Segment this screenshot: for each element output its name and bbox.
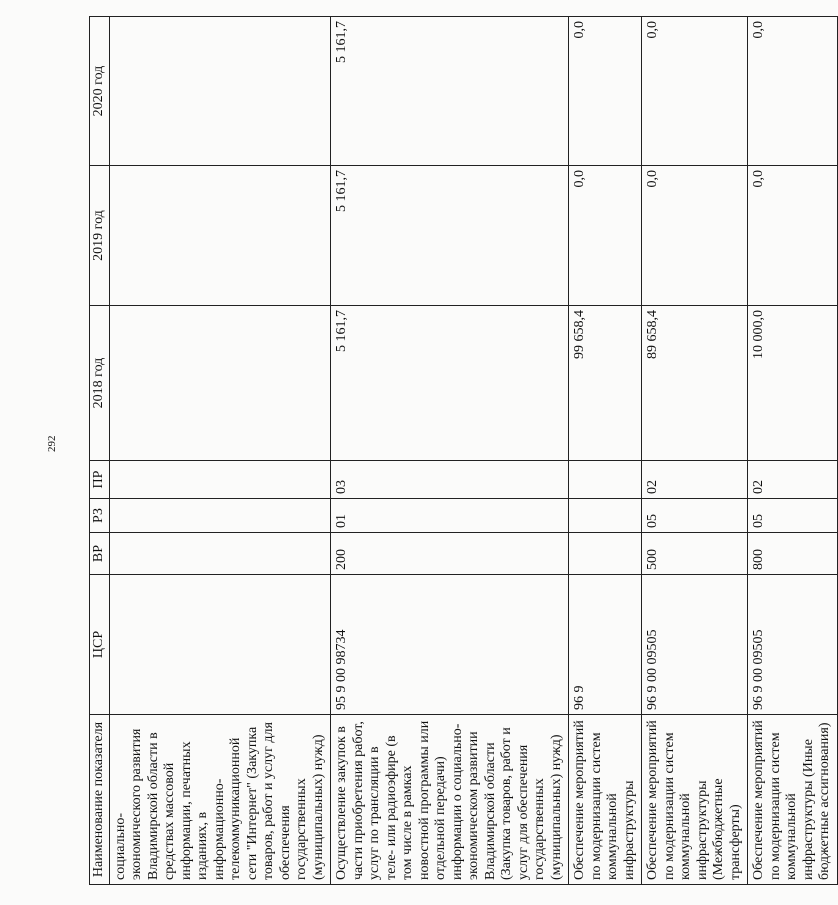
row-pr	[569, 461, 642, 499]
row-rz: 05	[748, 499, 838, 533]
row-rz	[569, 499, 642, 533]
table-header-row	[90, 17, 110, 885]
budget-table	[89, 16, 838, 885]
row-rz: 01	[331, 499, 569, 533]
row-csr: 96 9	[569, 575, 642, 715]
row-csr: 95 9 00 98734	[331, 575, 569, 715]
rotated-table-container	[89, 17, 832, 885]
row-2018: 99 658,4	[569, 306, 642, 461]
row-rz: 05	[642, 499, 748, 533]
table-row	[109, 17, 331, 885]
row-name: Обеспечение мероприятий по модернизации систем коммунальной инфраструктуры (Межбюджетные трансферты)	[642, 715, 748, 885]
row-2018: 89 658,4	[642, 306, 748, 461]
header-rz: РЗ	[90, 499, 110, 533]
row-2020: 0,0	[748, 17, 838, 166]
row-vr: 500	[642, 533, 748, 575]
header-2018: 2018 год	[90, 306, 110, 461]
header-name: Наименование показателя	[90, 715, 110, 885]
row-name: Осуществление закупок в части приобретения работ, услуг по трансляции в теле- или радиоэфире (в том числе в рамках новостной программы или отдельной передачи) информации о социально-экономическом развитии Владимирской области (Закупка товаров, работ и услуг для обеспечения государственных (муниципальных) нужд)	[331, 715, 569, 885]
page-number: 292	[46, 435, 58, 452]
row-csr: 96 9 00 09505	[748, 575, 838, 715]
header-csr: ЦСР	[90, 575, 110, 715]
header-vr: ВР	[90, 533, 110, 575]
header-pr: ПР	[90, 461, 110, 499]
row-2018: 5 161,7	[331, 306, 569, 461]
row-pr: 02	[642, 461, 748, 499]
table-row	[331, 17, 569, 885]
row-vr: 800	[748, 533, 838, 575]
row-2019: 5 161,7	[331, 166, 569, 306]
row-name: социально-экономического развития Владимирской области в средствах массовой информации, печатных изданиях, в информационно-телекоммуникационной сети "Интернет" (Закупка товаров, работ и услуг для обеспечения государственных (муниципальных) нужд)	[109, 715, 331, 885]
row-vr: 200	[331, 533, 569, 575]
row-2018: 10 000,0	[748, 306, 838, 461]
row-2018	[109, 306, 331, 461]
row-name: Обеспечение мероприятий по модернизации систем коммунальной инфраструктуры	[569, 715, 642, 885]
row-2019: 0,0	[748, 166, 838, 306]
row-pr: 03	[331, 461, 569, 499]
row-2019: 0,0	[569, 166, 642, 306]
row-2020: 0,0	[642, 17, 748, 166]
row-csr: 96 9 00 09505	[642, 575, 748, 715]
row-vr	[109, 533, 331, 575]
row-name: Обеспечение мероприятий по модернизации систем коммунальной инфраструктуры (Иные бюджетные ассигнования)	[748, 715, 838, 885]
table-row	[748, 17, 838, 885]
table-row	[569, 17, 642, 885]
row-rz	[109, 499, 331, 533]
row-csr	[109, 575, 331, 715]
table-row	[642, 17, 748, 885]
header-2020: 2020 год	[90, 17, 110, 166]
row-pr	[109, 461, 331, 499]
row-2020	[109, 17, 331, 166]
header-2019: 2019 год	[90, 166, 110, 306]
row-vr	[569, 533, 642, 575]
row-2020: 5 161,7	[331, 17, 569, 166]
row-2020: 0,0	[569, 17, 642, 166]
row-2019	[109, 166, 331, 306]
row-2019: 0,0	[642, 166, 748, 306]
row-pr: 02	[748, 461, 838, 499]
